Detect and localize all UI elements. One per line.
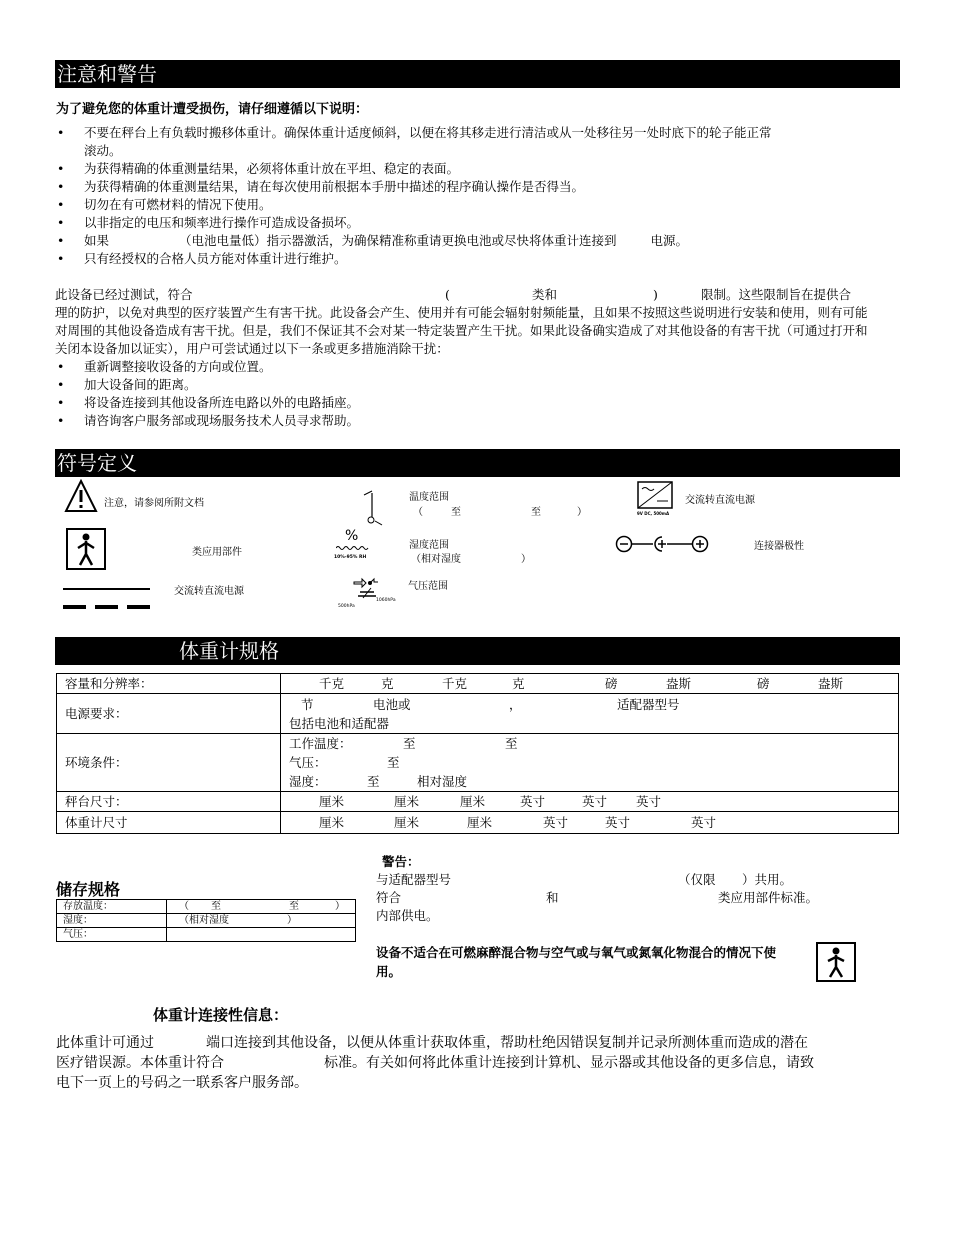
humidity-range: （相对湿度 ） [411, 554, 531, 565]
polarity-label: 连接器极性 [754, 541, 804, 552]
warning-triangle-icon [64, 479, 98, 513]
table-row [57, 928, 356, 942]
applied-part-icon [66, 528, 106, 570]
specs-table [56, 673, 899, 834]
storage-value [167, 928, 356, 942]
cautions-list [55, 124, 875, 268]
storage-label: 湿度： [57, 914, 167, 928]
connectivity-text: 此体重计可通过 端口连接到其他设备，以便从体重计获取体重，帮助杜绝因错误复制并记录所测体重而造成的潜在 医疗错误源。本体重计符合 标准。有关如何将此体重计连接到计算机、显示器或其他设备的更多信息，请致 电下一页上的号码之一联系客户服务部。 [56, 1035, 814, 1091]
storage-table [56, 899, 356, 942]
list-item: • 只有经授权的合格人员方能对体重计进行维护。 [55, 250, 875, 268]
storage-label: 存放温度： [57, 900, 167, 914]
list-item: • 加大设备间的距离。 [55, 376, 875, 394]
spec-label: 电源要求： [57, 694, 281, 734]
pressure-label: 气压范围 [408, 581, 448, 592]
adapter-label: 交流转直流电源 [685, 495, 755, 506]
humidity-label: 湿度范围 [409, 540, 449, 551]
table-row [57, 812, 899, 834]
spec-label: 容量和分辨率： [57, 674, 281, 694]
spec-label: 体重计尺寸 [57, 812, 281, 834]
list-item: • 请咨询客户服务部或现场服务技术人员寻求帮助。 [55, 412, 875, 430]
spec-value: 千克 克 千克 克 磅 盎斯 磅 盎斯 [281, 674, 899, 694]
storage-value: （ 至 至 ） [167, 900, 356, 914]
list-item: • 切勿在有可燃材料的情况下使用。 [55, 196, 875, 214]
pressure-icon: 500hPa 1060hPa [338, 576, 398, 612]
spec-value: 工作温度： 至 至 气压： 至 湿度： 至 相对湿度 [281, 734, 899, 792]
list-item: • 重新调整接收设备的方向或位置。 [55, 358, 875, 376]
storage-label: 气压： [57, 928, 167, 942]
list-item: • 以非指定的电压和频率进行操作可造成设备损坏。 [55, 214, 875, 232]
section-header-specs: 体重计规格 [55, 637, 900, 665]
table-row [57, 734, 899, 792]
section-header-symbols: 符号定义 [55, 449, 900, 477]
spec-value: 节 电池或 ， 适配器型号 包括电池和适配器 [281, 694, 899, 734]
spec-label: 秤台尺寸： [57, 792, 281, 812]
storage-title: 储存规格 [56, 880, 121, 899]
table-row [57, 694, 899, 734]
list-item: • 如果 （电池电量低）指示器激活，为确保精准称重请更换电池或尽快将体重计连接到 电源。 [55, 232, 875, 250]
spec-label: 环境条件： [57, 734, 281, 792]
temperature-label: 温度范围 [409, 492, 449, 503]
thermometer-icon [362, 489, 384, 527]
table-row [57, 674, 899, 694]
list-item: • 将设备连接到其他设备所连电路以外的电路插座。 [55, 394, 875, 412]
cautions-subtitle: 为了避免您的体重计遭受损伤，请仔细遵循以下说明： [56, 102, 369, 117]
fcc-paragraph: 此设备已经过测试，符合 ( 类和 ) 限制。这些限制旨在提供合 理的防护，以免对典型的医疗装置产生有害干扰。此设备会产生、使用并有可能会辐射射频能量，且如果不按照这些说明进行安装和使用，则有可能对周围的其他设备造成有害干扰。但是，我们不保证其不会对某一特定装置产生干扰。如果此设备确实造成了对其他设备的有害干扰（可通过打开和关闭本设备加以证实），用户可尝试通过以下一条或更多措施消除干扰： [55, 287, 868, 356]
list-item: • 为获得精确的体重测量结果，请在每次使用前根据本手册中描述的程序确认操作是否得当。 [55, 178, 875, 196]
warning-block: 警告： 与适配器型号 （仅限 ）共用。 符合 和 类应用部件标准。 内部供电。 [376, 853, 856, 925]
adapter-icon: 9V DC, 500mA [637, 481, 673, 519]
dc-label: 交流转直流电源 [174, 586, 244, 597]
applied-part-icon [816, 942, 856, 982]
warning-anesthetic-text: 设备不适合在可燃麻醉混合物与空气或与氧气或氮氧化物混合的情况下使用。 [376, 945, 777, 979]
connectivity-title: 体重计连接性信息： [153, 1006, 289, 1024]
list-item: • 为获得精确的体重测量结果，必须将体重计放在平坦、稳定的表面。 [55, 160, 875, 178]
temperature-range: （ 至 至 ） [413, 507, 587, 518]
interference-list [55, 358, 875, 430]
table-row [57, 792, 899, 812]
connector-polarity-icon [615, 535, 709, 553]
table-row [57, 900, 356, 914]
applied-part-label: 类应用部件 [192, 547, 242, 558]
dc-symbol-icon [62, 585, 152, 611]
section-header-cautions: 注意和警告 [55, 60, 900, 88]
table-row [57, 914, 356, 928]
humidity-icon: % 10%-95% RH [334, 528, 367, 560]
spec-value: 厘米 厘米 厘米 英寸 英寸 英寸 [281, 812, 899, 834]
spec-value: 厘米 厘米 厘米 英寸 英寸 英寸 [281, 792, 899, 812]
storage-value: （相对湿度 ） [167, 914, 356, 928]
list-item: • 不要在秤台上有负载时搬移体重计。确保体重计适度倾斜，以便在将其移走进行清洁或从一处移往另一处时底下的轮子能正常 滚动。 [55, 124, 875, 160]
caution-label: 注意，请参阅所附文档 [104, 498, 204, 509]
warning-title: 警告： [382, 854, 420, 869]
